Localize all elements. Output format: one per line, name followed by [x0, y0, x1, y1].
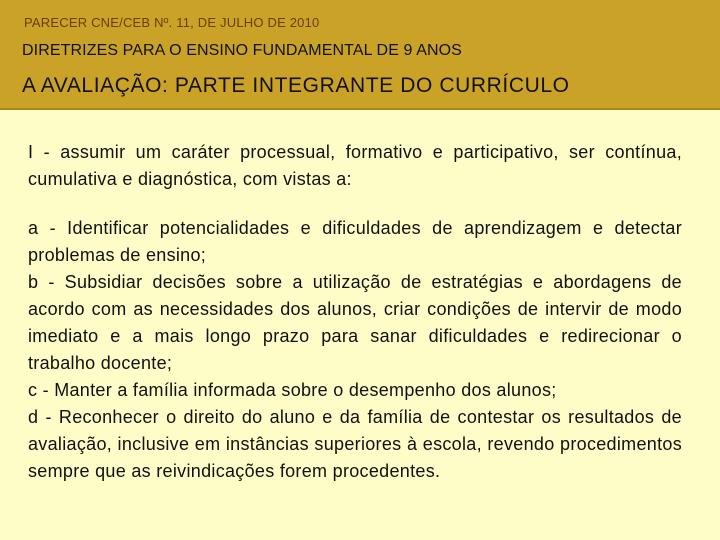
list-item: d - Reconhecer o direito do aluno e da família de contestar os resultados de avaliação, inclusive em instâncias superiores à escola, revendo procedimentos sempre que as reivindicações forem procedentes.	[28, 407, 682, 481]
list-item: a - Identificar potencialidades e dificuldades de aprendizagem e detectar problemas de ensino;	[28, 218, 682, 265]
list-item: b - Subsidiar decisões sobre a utilização de estratégias e abordagens de acordo com as necessidades dos alunos, criar condições de intervir de modo imediato e a mais longo prazo para sanar dificuldades e redirecionar o trabalho docente;	[28, 272, 682, 373]
item-list	[28, 215, 682, 485]
reference-line: PARECER CNE/CEB Nº. 11, DE JULHO DE 2010	[24, 15, 320, 30]
intro-text: I - assumir um caráter processual, formativo e participativo, ser contínua, cumulativa e diagnóstica, com vistas a:	[28, 142, 682, 189]
header-banner	[0, 0, 720, 110]
page-title: A AVALIAÇÃO: PARTE INTEGRANTE DO CURRÍCULO	[22, 74, 570, 97]
subtitle: DIRETRIZES PARA O ENSINO FUNDAMENTAL DE 9 ANOS	[22, 42, 462, 59]
intro-paragraph	[28, 139, 682, 193]
list-item: c - Manter a família informada sobre o desempenho dos alunos;	[28, 380, 557, 400]
